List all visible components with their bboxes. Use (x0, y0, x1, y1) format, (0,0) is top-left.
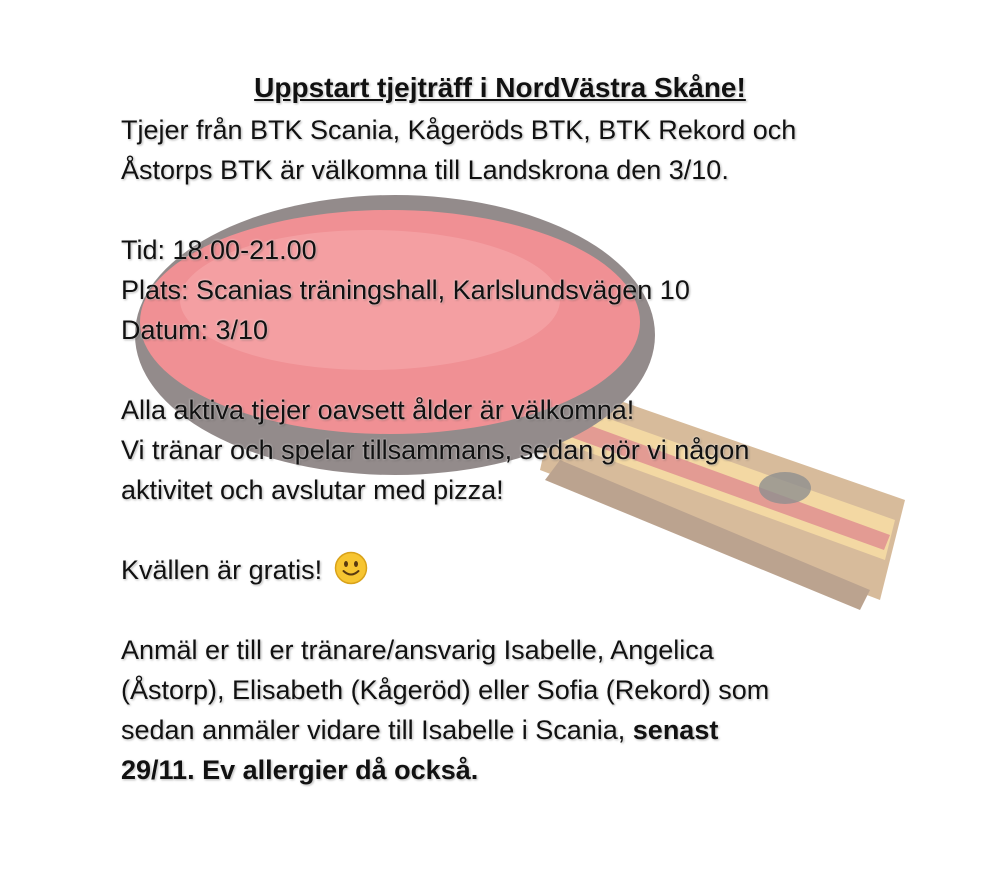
event-place: Plats: Scanias träningshall, Karlslundsvägen 10 (121, 275, 690, 305)
signup-line-1: Anmäl er till er tränare/ansvarig Isabelle, Angelica (121, 635, 714, 665)
deadline-text: 29/11. Ev allergier då också. (121, 755, 479, 785)
intro-line-2: Åstorps BTK är välkomna till Landskrona den 3/10. (121, 155, 729, 185)
deadline-label: senast (632, 715, 719, 745)
info-line-2: Vi tränar och spelar tillsammans, sedan gör vi någon (121, 435, 750, 465)
info-line-3: aktivitet och avslutar med pizza! (121, 475, 504, 505)
smiley-icon (334, 551, 368, 585)
free-line (121, 550, 921, 590)
info-line-1: Alla aktiva tjejer oavsett ålder är välkomna! (121, 395, 635, 425)
event-time: Tid: 18.00-21.00 (121, 235, 317, 265)
intro-line-1: Tjejer från BTK Scania, Kågeröds BTK, BTK Rekord och (121, 115, 797, 145)
signup-line-3 (121, 710, 921, 750)
page-title: Uppstart tjejträff i NordVästra Skåne! (254, 72, 746, 103)
signup-text: sedan anmäler vidare till Isabelle i Scania, (121, 715, 633, 745)
free-text: Kvällen är gratis! (121, 555, 323, 585)
event-date: Datum: 3/10 (121, 315, 269, 345)
flyer-content (121, 66, 921, 790)
signup-line-2: (Åstorp), Elisabeth (Kågeröd) eller Sofia (Rekord) som (121, 675, 770, 705)
